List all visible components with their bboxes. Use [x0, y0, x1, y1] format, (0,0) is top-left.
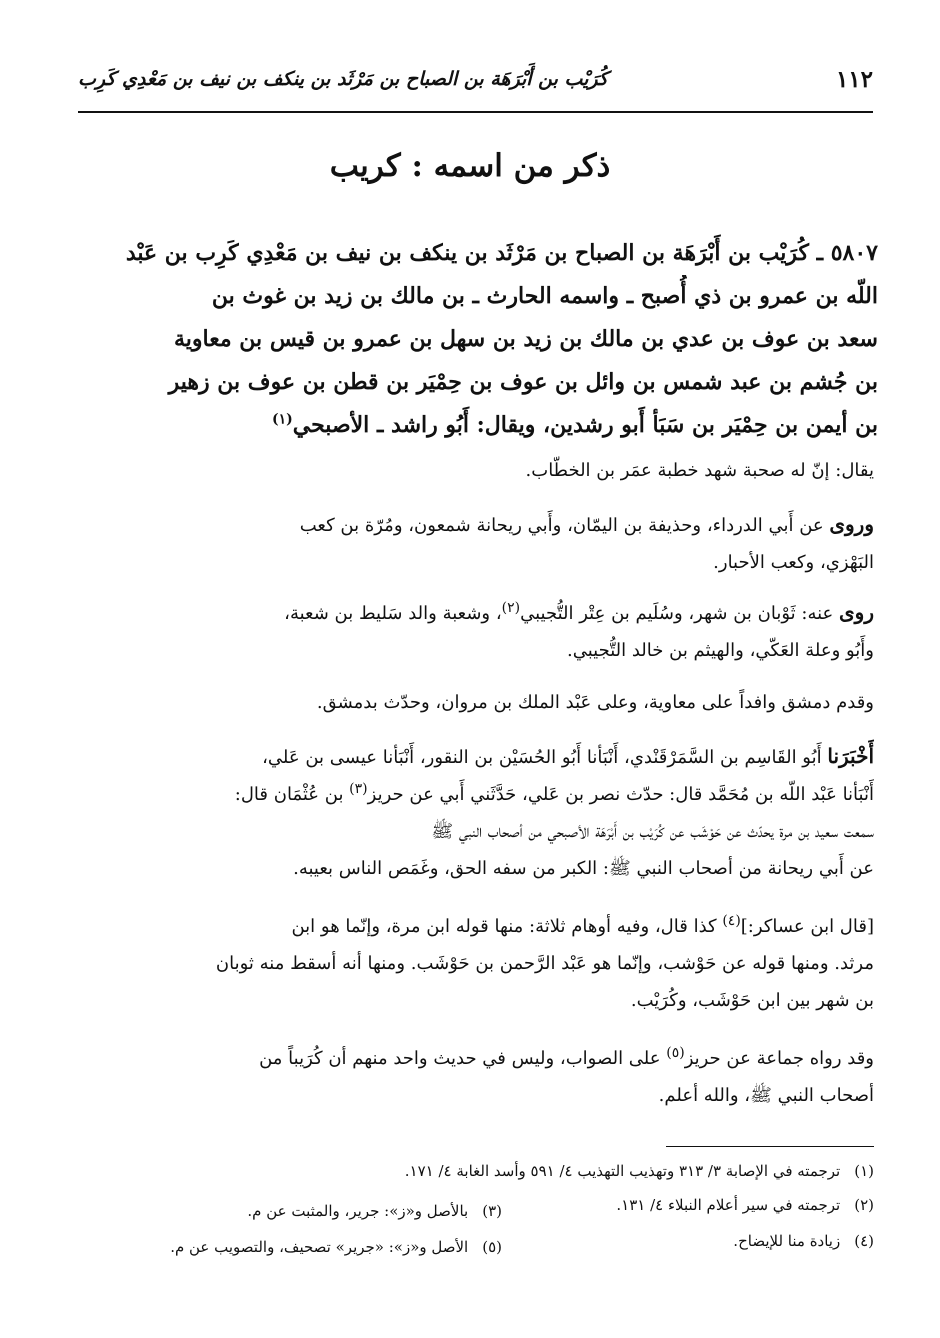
paragraph-line — [74, 908, 874, 945]
footnote-ref: (٥) — [666, 1045, 685, 1061]
paragraph-isnad — [74, 738, 874, 887]
footnote-ref: (٣) — [349, 781, 368, 797]
footnote-1 — [405, 1160, 874, 1182]
paragraph-text: عنه: ثَوْبان بن شهر، وسُلَيم بن عِتْر التُّجيبي — [520, 603, 840, 624]
footnote-ref: (٤) — [722, 913, 741, 929]
paragraph-line — [74, 1040, 874, 1077]
page-number: ١١٢ — [835, 66, 873, 93]
paragraph-line — [74, 738, 874, 776]
paragraph-ibn-asakir — [74, 908, 874, 1019]
paragraph-line: مرثد. ومنها قوله عن حَوْشب، وإنّما هو عَبْد الرَّحمن بن حَوْشَب. ومنها أنه أسقط منه ثوبان — [215, 953, 874, 974]
footnotes — [74, 1160, 874, 1270]
paragraph-line — [74, 776, 874, 813]
paragraph-text: أَبُو القَاسِم بن السَّمَرْقَنْدي، أَنْبَأنا أَبُو الحُسَيْن بن النقور، أَنْبَأنا عيسى بن عَلي، — [262, 747, 828, 768]
footnote-text: الأصل و«ز»: «جرير» تصحيف، والتصويب عن م. — [170, 1238, 469, 1256]
paragraph-line: سمعت سعيد بن مرة يحدّث عن حَوْشَب عن كُرَيْب بن أَبْرَهَة الأصبحي من أصحاب النبي ﷺ — [431, 821, 874, 842]
entry-line-text: بن أيمن بن حِمْيَر بن سَبَأ أَبو رشدين، ويقال: أَبُو راشد ـ الأصبحي — [292, 412, 878, 438]
entry-line: بن جُشم بن عبد شمس بن وائل بن عوف بن حِمْيَر بن قطن بن عوف بن زهير — [168, 369, 878, 395]
paragraph-line: بن شهر بين ابن حَوْشَب، وكُرَيْب. — [630, 990, 874, 1011]
footnote-text: ترجمته في سير أعلام النبلاء ٤/ ١٣١. — [616, 1196, 841, 1214]
footnote-number: (٢) — [854, 1196, 874, 1214]
footnote-5 — [170, 1236, 502, 1258]
footnote-text: ترجمته في الإصابة ٣/ ٣١٣ وتهذيب التهذيب ٤/ ٥٩١ وأسد الغابة ٤/ ١٧١. — [404, 1162, 841, 1180]
footnote-number: (٣) — [482, 1202, 502, 1220]
lead-word: أَخْبَرَنا — [827, 744, 874, 768]
section-title: ذكر من اسمه : كريب — [329, 148, 611, 184]
lead-word: وروى — [829, 512, 874, 536]
paragraph-line: يقال: إنّ له صحبة شهد خطبة عمَر بن الخطّاب. — [525, 460, 874, 481]
footnote-ref: (٢) — [501, 600, 521, 616]
entry-line-last — [78, 404, 878, 447]
footnote-text: زيادة منا للإيضاح. — [733, 1232, 841, 1250]
paragraph-text: ، وشعبة والد سَليط بن شعبة، — [284, 603, 502, 624]
paragraph-rawa — [74, 506, 874, 581]
paragraph-damascus — [74, 684, 874, 721]
paragraph-line: البَهْزي، وكعب الأحبار. — [713, 552, 874, 573]
entry-line: ٥٨٠٧ ـ كُرَيْب بن أَبْرَهَة بن الصباح بن مَرْثَد بن ينكف بن نيف بن مَعْدِي كَرِب بن عَبْد — [125, 240, 878, 266]
page-header — [78, 66, 873, 100]
paragraph-text: أَنْبَأنا عَبْد اللّه بن مُحَمَّد قال: حدّث نصر بن عَلي، حَدَّثَني أَبي عن حريز — [367, 784, 874, 805]
paragraph-line: وقدم دمشق وافداً على معاوية، وعلى عَبْد الملك بن مروان، وحدّث بدمشق. — [316, 692, 874, 713]
paragraph-text: على الصواب، وليس في حديث واحد منهم أن كُرَيباً من — [259, 1048, 667, 1069]
header-rule — [78, 111, 873, 113]
entry-line: اللّه بن عمرو بن ذي أُصبح ـ واسمه الحارث ـ بن مالك بن زيد بن غوث بن — [211, 283, 878, 309]
paragraph-sahaba — [74, 452, 874, 489]
paragraph-line: وأَبُو وعلة العَكّي، والهيثم بن خالد التُّجيبي. — [567, 640, 874, 661]
paragraph-line: عن أَبي ريحانة من أصحاب النبي ﷺ: الكبر من سفه الحق، وغَمَص الناس بعيبه. — [293, 858, 874, 879]
footnote-number: (١) — [854, 1162, 874, 1180]
entry-line: سعد بن عوف بن عدي بن مالك بن زيد بن سهل بن عمرو بن قيس بن معاوية — [173, 326, 878, 352]
paragraph-text: عن أَبي الدرداء، وحذيفة بن اليمّان، وأَبي ريحانة شمعون، ومُرّة بن كعب — [299, 515, 830, 536]
paragraph-rawa-anhu — [74, 594, 874, 669]
footnote-2 — [616, 1194, 874, 1216]
paragraph-text: وقد رواه جماعة عن حريز — [684, 1048, 874, 1069]
biography-entry — [78, 232, 878, 447]
paragraph-line — [74, 506, 874, 544]
paragraph-line: أصحاب النبي ﷺ، والله أعلم. — [658, 1085, 874, 1106]
paragraph-text: كذا قال، وفيه أوهام ثلاثة: منها قوله ابن مرة، وإنّما هو ابن — [291, 916, 723, 937]
paragraph-jamaa — [74, 1040, 874, 1114]
paragraph-line — [74, 594, 874, 632]
footnote-ref: (١) — [271, 411, 293, 428]
paragraph-text: بن عُثْمَان قال: — [234, 784, 350, 805]
lead-word: روى — [839, 600, 874, 624]
footnote-number: (٤) — [854, 1232, 874, 1250]
footnote-rule — [666, 1146, 874, 1147]
footnote-4 — [733, 1230, 874, 1252]
footnote-text: بالأصل و«ز»: جرير، والمثبت عن م. — [247, 1202, 469, 1220]
footnote-3 — [247, 1200, 502, 1222]
running-title: كُرَيْب بن أَبْرَهَة بن الصباح بن مَرْثَد بن ينكف بن نيف بن مَعْدِي كَرِب — [78, 68, 608, 90]
paragraph-text: [قال ابن عساكر:] — [740, 916, 874, 937]
footnote-number: (٥) — [482, 1238, 502, 1256]
